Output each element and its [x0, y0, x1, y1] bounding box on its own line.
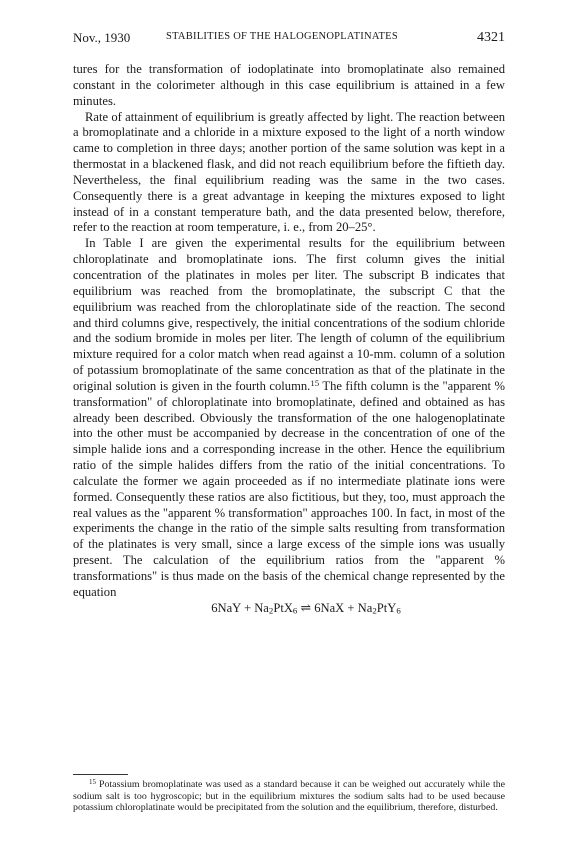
- equation-right: 6NaX + Na: [314, 600, 373, 615]
- paragraph-1: tures for the transformation of iodoplatinate into bromoplatinate also remained constant in the colorimeter although in this case equilibrium is attained in a few minutes.: [73, 62, 505, 108]
- header-running-title: STABILITIES OF THE HALOGENOPLATINATES: [166, 31, 398, 42]
- footnote-divider: [73, 774, 128, 775]
- footnote-paragraph: [73, 779, 505, 814]
- paragraph-2: Rate of attainment of equilibrium is greatly affected by light. The reaction between a bromoplatinate and a chloride in a mixture exposed to the light of a north window came to completion in three days; another portion of the same solution was kept in a thermostat in a blackened flask, and did not reach equilibrium before the fiftieth day. Nevertheless, the final equilibrium reading was the same in the two cases. Consequently there is a great advantage in keeping the mixtures exposed to light instead of in a constant temperature bath, and the data presented below, therefore, refer to the reaction at room temperature, i. e., from 20–25°.: [73, 109, 505, 235]
- equation-right-sub-2: 6: [396, 605, 401, 615]
- equation-left-sub-2: 6: [292, 605, 298, 615]
- footnote-mark: 15: [89, 778, 96, 786]
- equation-right-sub-1: 2: [372, 605, 377, 615]
- equation-right-mid: PtY: [376, 600, 397, 615]
- equilibrium-arrow: ⇌: [300, 600, 312, 615]
- paragraph-3: [73, 236, 505, 600]
- running-header: [73, 30, 505, 48]
- footnote-reference: 15: [310, 377, 320, 388]
- equation-left-sub-1: 2: [268, 605, 274, 615]
- header-page-number: 4321: [477, 30, 505, 45]
- chemical-equation: [73, 601, 505, 617]
- equation-left: 6NaY + Na: [211, 600, 269, 615]
- footnote: [73, 779, 505, 814]
- footnote-text: Potassium bromoplatinate was used as a standard because it can be weighed out accurately while the sodium salt is too hygroscopic; but in the equilibrium mixtures the sodium salts had to be used because potassium chloroplatinate would be precipitated from the solution and the equilibrium, therefore, disturbed.: [73, 779, 506, 814]
- equation-left-mid: PtX: [273, 600, 293, 615]
- body-text: [73, 62, 505, 617]
- paragraph-3-text: In Table I are given the experimental results for the equilibrium between chloroplatinate and bromoplatinate ions. The first column gives the initial concentration of the platinates in moles per liter. The subscript B indicates that equilibrium was reached from the bromoplatinate, the subscript C that the equilibrium was reached from the chloroplatinate side of the reaction. The second and third columns give, respectively, the initial concentrations of the sodium chloride and the sodium bromide in moles per liter. The length of column of the equilibrium mixture required for a color match when read against a 10-mm. column of a solution of potassium bromoplatinate of the same concentration as that of the platinate in the original solution is given in the fourth column.: [73, 236, 505, 393]
- header-date: Nov., 1930: [73, 30, 131, 45]
- paragraph-3-continuation: The fifth column is the "apparent % transformation" of chloroplatinate into bromoplatinate, defined and obtained as has already been described. Obviously the transformation of the one halogenoplatinate into the other must be accompanied by decrease in the concentration of one of the simple halide ions and a corresponding increase in the other. Hence the equilibrium ratio of the simple halides differs from the ratio of the initial concentrations. To calculate the former we again proceeded as if no intermediate platinate ions were formed. Consequently these ratios are also fictitious, but they, too, must approach the real values as the "apparent % transformation" approaches 100. In fact, in most of the experiments the change in the ratio of the simple salts resulting from transformation of the platinates is very small, since a large excess of the simple ions was usually present. The calculation of the equilibrium ratios from the "apparent % transformations" is thus made on the basis of the chemical change represented by the equation: [73, 378, 506, 599]
